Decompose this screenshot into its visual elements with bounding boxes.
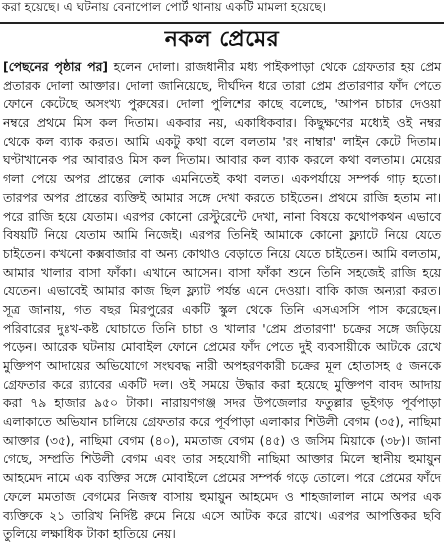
body-line-text: হলেন দোলা। রাজধানীর মধ্য পাইকপাড়া থেকে গ্রেফতার হয় প্রেম xyxy=(113,60,441,74)
body-line: আমার খালার বাসা ফাঁকা। এখানে আসেন। বাসা ফাঁকা শুনে তিনি সহজেই রাজি হয়ে xyxy=(3,265,441,280)
body-line: আহমেদ নামে এক ব্যক্তির সঙ্গে মোবাইলে প্রেমের সম্পর্ক গড়ে তোলে। পরে প্রেমের ফাঁদে xyxy=(3,471,441,486)
continuation-label: [পেছনের পৃষ্ঠার পর] xyxy=(3,60,108,74)
divider-rule xyxy=(0,22,444,24)
article-headline: নকল প্রেমের xyxy=(164,27,280,52)
previous-article-last-line: করা হয়েছে। এ ঘটনায় বেনাপোল পোর্ট থানায় একটি মামলা হয়েছে। xyxy=(2,0,327,14)
body-line: পড়েন। আরেক ঘটনায় মোবাইল ফোনে প্রেমের ফাঁদ পেতে দুই ব্যবসায়ীকে আটকে রেখে xyxy=(3,340,441,355)
body-line: এলাকাতে অভিযান চালিয়ে গ্রেফতার করে পূর্বপাড়া এলাকার শিউলী বেগম (৩৫), নাছিমা xyxy=(3,415,441,430)
body-line: গলা পেয়ে অপর প্রান্তের লোক এমনিতেই কথা বলত। একপর্যায়ে সম্পর্ক গাঢ় হতো। xyxy=(3,172,441,187)
body-line: ফেলে মমতাজ বেগমের নিজস্ব বাসায় হুমায়ুন আহমেদ ও শাহজালাল নামে অপর এক xyxy=(3,489,441,504)
body-line: থেকে কল ব্যাক করত। আমি একটু কথা বলে বলতাম 'রং নাম্বার' লাইন কেটে দিতাম। xyxy=(3,134,441,149)
body-line: ফোনে কেটেছে অসংখ্য পুরুষের। দোলা পুলিশের কাছে বলেছে, 'আপন চাচার দেওয়া xyxy=(3,97,441,112)
body-line: প্রতারক দোলা আক্তার। দোলা জানিয়েছে, দীর্ঘদিন ধরে তারা প্রেম প্রতারণার ফাঁদ পেতে xyxy=(3,78,441,93)
body-line: মুক্তিপণ আদায়ের অভিযোগে সংঘবদ্ধ নারী অপহরণকারী চক্রের মূল হোতাসহ ৫ জনকে xyxy=(3,359,441,373)
body-line: চাইতেন। কখনো কক্সবাজার বা অন্য কোথাও বেড়াতে নিয়ে যেতে চাইতেন। আমি বলতাম, xyxy=(3,246,441,261)
body-line: তারপর অপর প্রান্তের ব্যক্তিই আমার সঙ্গে দেখা করতে চাইতেন। প্রথমে রাজি হতাম না। xyxy=(3,190,441,205)
article-body xyxy=(3,58,441,542)
body-line xyxy=(3,58,441,77)
body-line: গেছে, সম্প্রতি শিউলী বেগম এবং তার সহযোগী নাছিমা আক্তার মিলে স্থানীয় হুমায়ুন xyxy=(3,452,441,467)
body-line: পরিবারের দুঃখ-কষ্ট ঘোচাতে তিনি চাচা ও খালার 'প্রেম প্রতারণা' চক্রের সঙ্গে জড়িয়ে xyxy=(3,321,441,336)
body-line: নম্বরে প্রথমে মিস কল দিতাম। একবার নয়, একাধিকবার। কিছুক্ষণের মধ্যেই ওই নম্বর xyxy=(3,116,441,131)
body-line: যেতেন। এভাবেই আমার কাজ ছিল ফ্ল্যাট পর্যন্ত এনে দেওয়া। বাকি কাজ অন্যরা করত। xyxy=(3,284,441,299)
body-line: সূত্র জানায়, গত বছর মিরপুরের একটি স্কুল থেকে তিনি এসএসসি পাস করেছেন। xyxy=(3,302,441,317)
body-line: ব্যক্তিকে ২১ তারিখ নির্দিষ্ট রুমে নিয়ে এসে আটক করে রাখে। এরপর আপত্তিকর ছবি xyxy=(3,508,441,523)
body-line: আক্তার (৩৫), নাছিমা বেগম (৪০), মমতাজ বেগম (৪৫) ও জসিম মিয়াকে (৩৮)। জানা xyxy=(3,433,441,448)
body-line: গ্রেফতার করে র‍্যাবের একটি দল। ওই সময়ে উদ্ধার করা হয়েছে মুক্তিপণ বাবদ আদায় xyxy=(3,377,441,392)
body-line: ঘণ্টাখানেক পর আবারও মিস কল দিতাম। আবার কল ব্যাক করলে কথা বলতাম। মেয়ের xyxy=(3,153,441,168)
body-line: বিষয়টি নিয়ে যেতাম আমি নিজেই। এরপর তিনিই আমাকে কোনো ফ্ল্যাটে নিয়ে যেতে xyxy=(3,228,441,243)
body-line: করা ৭৯ হাজার ৯৫০ টাকা। নারায়ণগঞ্জ সদর উপজেলার ফতুল্লার ভূইগড় পূর্বপাড়া xyxy=(3,396,441,411)
body-line: পরে রাজি হয়ে যেতাম। এরপর কোনো রেস্টুরেন্টে দেখা, নানা বিষয়ে কথোপকথন এভাবে xyxy=(3,209,441,224)
body-line: তুলিয়ে লক্ষাধিক টাকা হাতিয়ে নেয়। xyxy=(3,527,176,542)
